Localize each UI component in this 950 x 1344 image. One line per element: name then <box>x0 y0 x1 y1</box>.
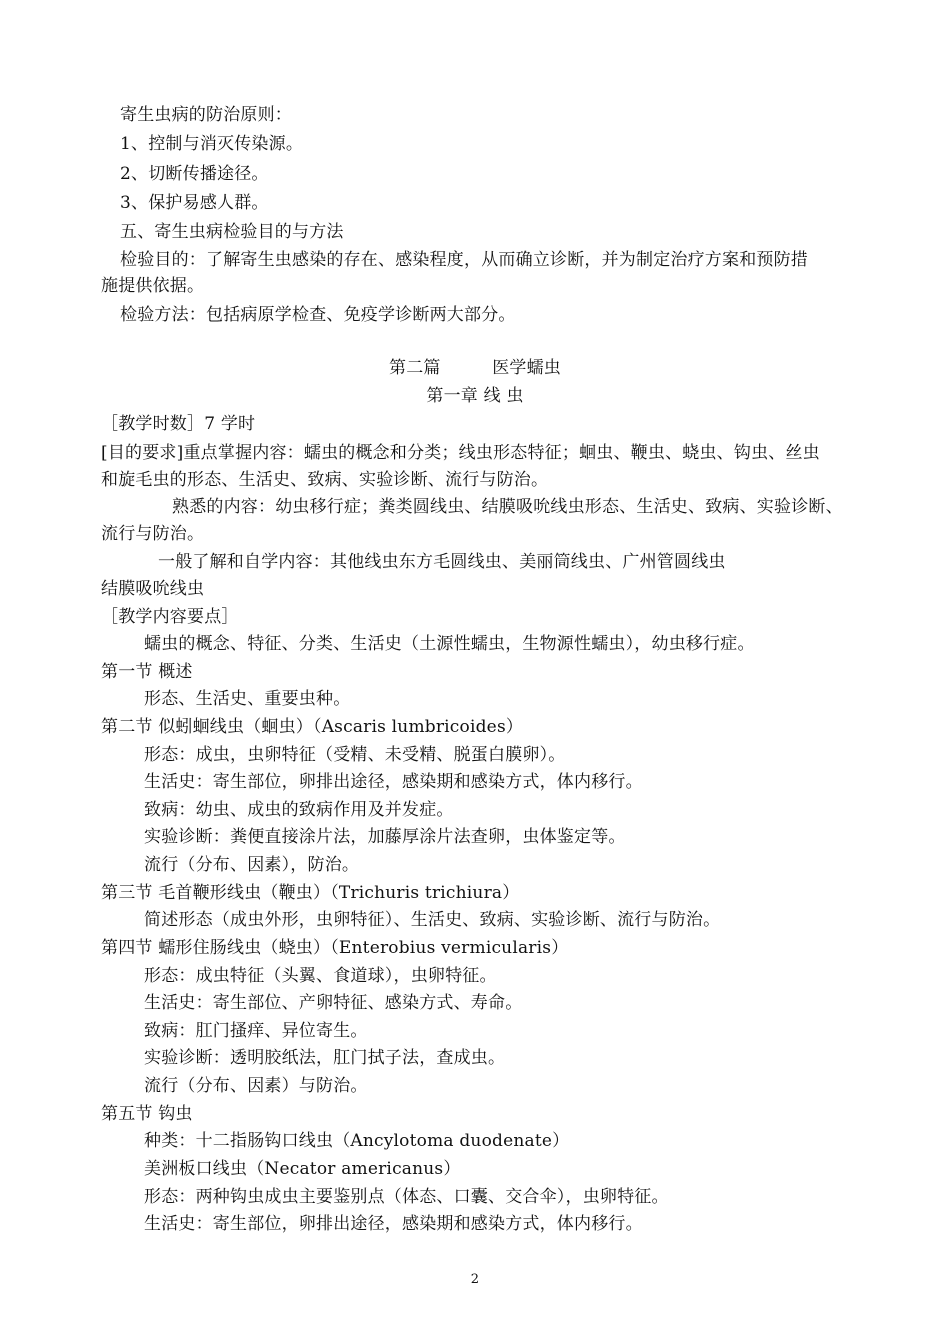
prevention-principles-title: 寄生虫病的防治原则： <box>120 105 292 125</box>
section-5-line-4: 生活史：寄生部位，卵排出途径，感染期和感染方式，体内移行。 <box>144 1214 643 1234</box>
section-2-line-2: 生活史：寄生部位，卵排出途径，感染期和感染方式，体内移行。 <box>144 772 643 792</box>
section-2-title: 第二节 似蚓蛔线虫（蛔虫）（Ascaris lumbricoides） <box>101 717 524 737</box>
chapter-title: 第一章 线 虫 <box>426 386 524 406</box>
exam-purpose-line-2: 施提供依据。 <box>101 276 205 296</box>
section-4-line-5: 流行（分布、因素）与防治。 <box>144 1076 368 1096</box>
familiar-content-line-2: 流行与防治。 <box>101 524 205 544</box>
section-1-line-1: 形态、生活史、重要虫种。 <box>144 689 351 709</box>
familiar-content-line-1: 熟悉的内容：幼虫移行症；粪类圆线虫、结膜吸吮线虫形态、生活史、致病、实验诊断、 <box>172 497 843 517</box>
exam-purpose-line-1: 检验目的：了解寄生虫感染的存在、感染程度，从而确立诊断，并为制定治疗方案和预防措 <box>120 250 808 270</box>
section-4-line-2: 生活史：寄生部位、产卵特征、感染方式、寿命。 <box>144 993 523 1013</box>
prevention-item-3: 3、保护易感人群。 <box>120 193 269 213</box>
requirements-line-2: 和旋毛虫的形态、生活史、致病、实验诊断、流行与防治。 <box>101 470 549 490</box>
section-2-line-1: 形态：成虫，虫卵特征（受精、未受精、脱蛋白膜卵）。 <box>144 745 566 765</box>
section-4-line-3: 致病：肛门搔痒、异位寄生。 <box>144 1021 368 1041</box>
prevention-item-2: 2、切断传播途径。 <box>120 164 269 184</box>
prevention-item-1: 1、控制与消灭传染源。 <box>120 134 304 154</box>
section-5-line-2: 美洲板口线虫（Necator americanus） <box>144 1159 461 1179</box>
content-summary: 蠕虫的概念、特征、分类、生活史（土源性蠕虫，生物源性蠕虫），幼虫移行症。 <box>144 634 755 654</box>
section-5-line-3: 形态：两种钩虫成虫主要鉴别点（体态、口囊、交合伞），虫卵特征。 <box>144 1187 669 1207</box>
section-2-line-5: 流行（分布、因素），防治。 <box>144 855 360 875</box>
requirements-line-1: [目的要求]重点掌握内容：蠕虫的概念和分类；线虫形态特征；蛔虫、鞭虫、蛲虫、钩虫、丝虫 <box>101 443 820 463</box>
teaching-hours: ［教学时数］7 学时 <box>101 414 256 434</box>
content-points-title: ［教学内容要点］ <box>101 607 239 627</box>
section-5-title: 五、寄生虫病检验目的与方法 <box>120 222 344 242</box>
section-1-title: 第一节 概述 <box>101 662 193 682</box>
section-3-title: 第三节 毛首鞭形线虫（鞭虫）（Trichuris trichiura） <box>101 883 520 903</box>
part-title: 第二篇 医学蠕虫 <box>389 358 561 378</box>
general-content-line-2: 结膜吸吮线虫 <box>101 579 205 599</box>
section-5-title: 第五节 钩虫 <box>101 1104 193 1124</box>
general-content-line-1: 一般了解和自学内容：其他线虫东方毛圆线虫、美丽筒线虫、广州管圆线虫 <box>158 552 726 572</box>
exam-method: 检验方法：包括病原学检查、免疫学诊断两大部分。 <box>120 305 516 325</box>
section-2-line-3: 致病：幼虫、成虫的致病作用及并发症。 <box>144 800 454 820</box>
section-4-line-4: 实验诊断：透明胶纸法，肛门拭子法，查成虫。 <box>144 1048 506 1068</box>
section-5-line-1: 种类：十二指肠钩口线虫（Ancylotoma duodenate） <box>144 1131 570 1151</box>
page-number: 2 <box>470 1272 480 1287</box>
section-4-line-1: 形态：成虫特征（头翼、食道球），虫卵特征。 <box>144 966 497 986</box>
section-4-title: 第四节 蠕形住肠线虫（蛲虫）（Enterobius vermicularis） <box>101 938 569 958</box>
section-2-line-4: 实验诊断：粪便直接涂片法，加藤厚涂片法查卵，虫体鉴定等。 <box>144 827 626 847</box>
section-3-line-1: 简述形态（成虫外形，虫卵特征）、生活史、致病、实验诊断、流行与防治。 <box>144 910 721 930</box>
